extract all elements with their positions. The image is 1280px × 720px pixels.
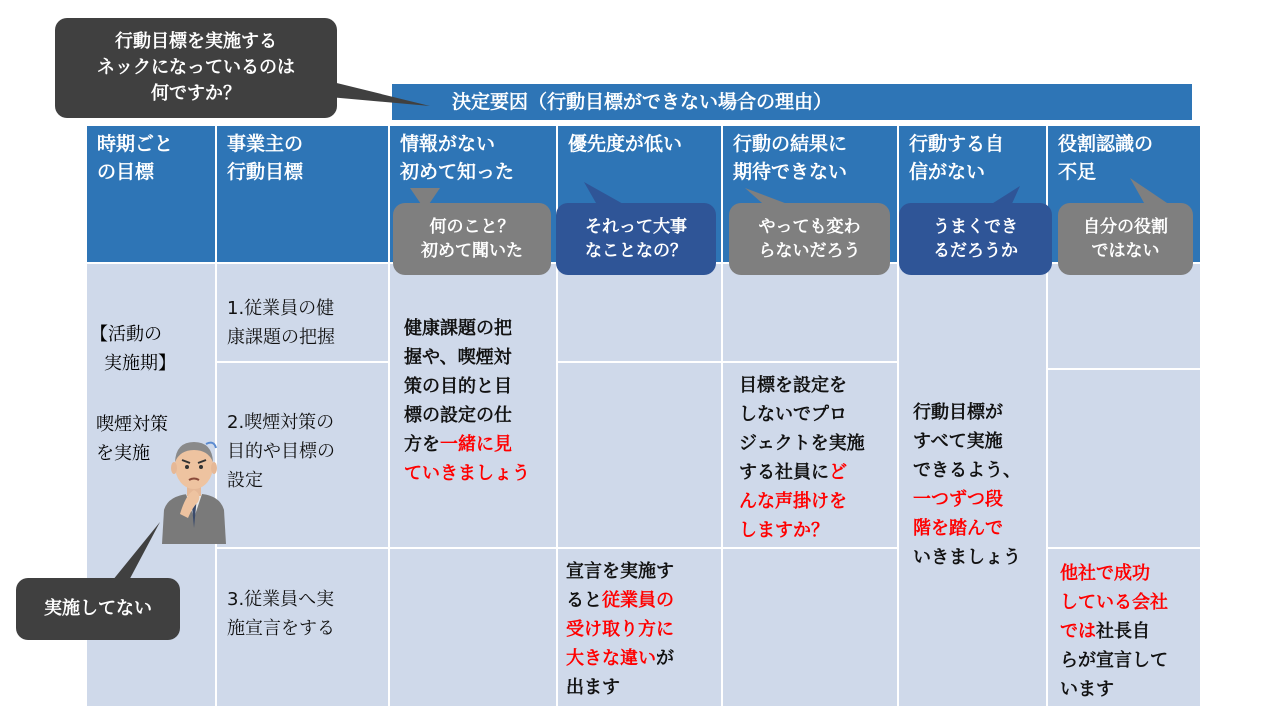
- header-period-line1: 時期ごと: [97, 133, 174, 155]
- confidence-advice-line6: いきましょう: [913, 547, 1021, 568]
- header-factor-role-line2: 不足: [1058, 161, 1097, 183]
- question-line2: ネックになっているのは: [97, 57, 295, 78]
- bubble-confidence-line2: るだろうか: [933, 241, 1018, 261]
- role-advice-line2: している会社: [1060, 592, 1168, 613]
- bubble-priority: [556, 203, 716, 275]
- bubble-priority-line1: それって大事: [585, 217, 687, 237]
- goal-2-line3: 設定: [227, 470, 263, 491]
- goal-3-line2: 施宣言をする: [227, 618, 335, 639]
- priority-advice-line1: 宣言を実施す: [566, 561, 674, 582]
- priority-advice-line4b: が: [656, 648, 674, 669]
- not-done-text: 実施してない: [44, 598, 152, 619]
- not-done-callout-tail: [108, 522, 160, 586]
- info-advice-line2: 握や、喫煙対: [404, 347, 512, 368]
- goal-3-line1: 3.従業員へ実: [227, 589, 335, 610]
- question-line1: 行動目標を実施する: [115, 31, 277, 52]
- confidence-advice-line2: すべて実施: [913, 431, 1003, 452]
- bubble-info-line1: 何のこと？: [429, 217, 515, 237]
- goal-2-line1: 2.喫煙対策の: [227, 412, 335, 433]
- confidence-advice-line1: 行動目標が: [913, 402, 1003, 423]
- question-line3: 何ですか？: [151, 83, 241, 104]
- info-advice-line3: 策の目的と目: [404, 376, 512, 397]
- banner-title: 決定要因（行動目標ができない場合の理由）: [452, 91, 833, 113]
- header-factor-expect-line1: 行動の結果に: [733, 133, 848, 155]
- question-callout: [55, 18, 337, 118]
- bubble-role-line2: ではない: [1091, 241, 1160, 261]
- header-factor-info-line1: 情報がない: [400, 133, 496, 155]
- info-advice-line4: 標の設定の仕: [404, 405, 512, 426]
- priority-advice-line5: 出ます: [566, 677, 620, 698]
- bubble-expect-line1: やっても変わ: [758, 217, 861, 237]
- header-factor-role-line1: 役割認識の: [1058, 133, 1154, 155]
- role-advice-emphasis: では: [1060, 621, 1096, 642]
- header-factor-info-line2: 初めて知った: [400, 161, 515, 183]
- period-line1: 【活動の: [90, 324, 162, 345]
- bubble-role-line1: 自分の役割: [1083, 217, 1168, 237]
- header-period-line2: の目標: [97, 161, 155, 183]
- role-advice-line1: 他社で成功: [1060, 563, 1150, 584]
- expect-advice-line5: んな声掛けを: [739, 491, 847, 512]
- bubble-expect-line2: らないだろう: [758, 241, 861, 261]
- priority-advice-line3: 受け取り方に: [566, 619, 674, 640]
- period-line3: 喫煙対策: [96, 414, 168, 435]
- priority-advice-line2a: ると: [566, 590, 602, 611]
- expect-advice-line1: 目標を設定を: [739, 375, 847, 396]
- expect-advice-line4a: する社員に: [739, 462, 829, 483]
- bubble-info: [393, 203, 551, 275]
- header-owner-line2: 行動目標: [227, 161, 304, 183]
- worried-man-icon: [158, 438, 230, 544]
- header-factor-confidence-line1: 行動する自: [909, 133, 1005, 155]
- expect-advice-line6: しますか？: [739, 520, 829, 541]
- bubble-info-line2: 初めて聞いた: [421, 241, 523, 261]
- role-advice-line5: います: [1060, 679, 1114, 700]
- role-advice-line4: らが宣言して: [1060, 650, 1168, 671]
- expect-advice-line2: しないでプロ: [739, 404, 847, 425]
- bubble-expect: [729, 203, 890, 275]
- period-line4: を実施: [96, 443, 150, 464]
- info-advice-emphasis: 一緒に見: [440, 434, 512, 455]
- header-owner-line1: 事業主の: [227, 133, 304, 155]
- header-factor-confidence-line2: 信がない: [909, 161, 986, 183]
- info-advice-line5a: 方を: [404, 434, 440, 455]
- expect-advice-line4b: ど: [829, 462, 847, 483]
- confidence-advice-line4: 一つずつ段: [913, 489, 1003, 510]
- priority-advice-emphasis2: 大きな違い: [566, 648, 656, 669]
- goal-1-line1: 1.従業員の健: [227, 298, 335, 319]
- confidence-advice-line3: できるよう、: [913, 460, 1021, 481]
- goal-2-line2: 目的や目標の: [227, 441, 335, 462]
- bubble-role: [1058, 203, 1193, 275]
- bubble-priority-line2: なことなの？: [585, 241, 687, 261]
- period-line2: 実施期】: [104, 353, 176, 374]
- confidence-advice-line5: 階を踏んで: [913, 518, 1003, 539]
- role-advice-line3b: 社長自: [1096, 621, 1150, 642]
- info-advice-line1: 健康課題の把: [404, 318, 512, 339]
- goal-1-line2: 康課題の把握: [227, 327, 335, 348]
- header-factor-priority-line1: 優先度が低い: [568, 133, 683, 155]
- header-factor-expect-line2: 期待できない: [733, 161, 848, 183]
- bubble-confidence-line1: うまくでき: [933, 217, 1018, 237]
- bubble-confidence: [899, 203, 1052, 275]
- expect-advice-line3: ジェクトを実施: [739, 433, 865, 454]
- not-done-callout: [16, 578, 180, 640]
- priority-advice-emphasis1: 従業員の: [602, 590, 674, 611]
- info-advice-line6: ていきましょう: [404, 463, 530, 484]
